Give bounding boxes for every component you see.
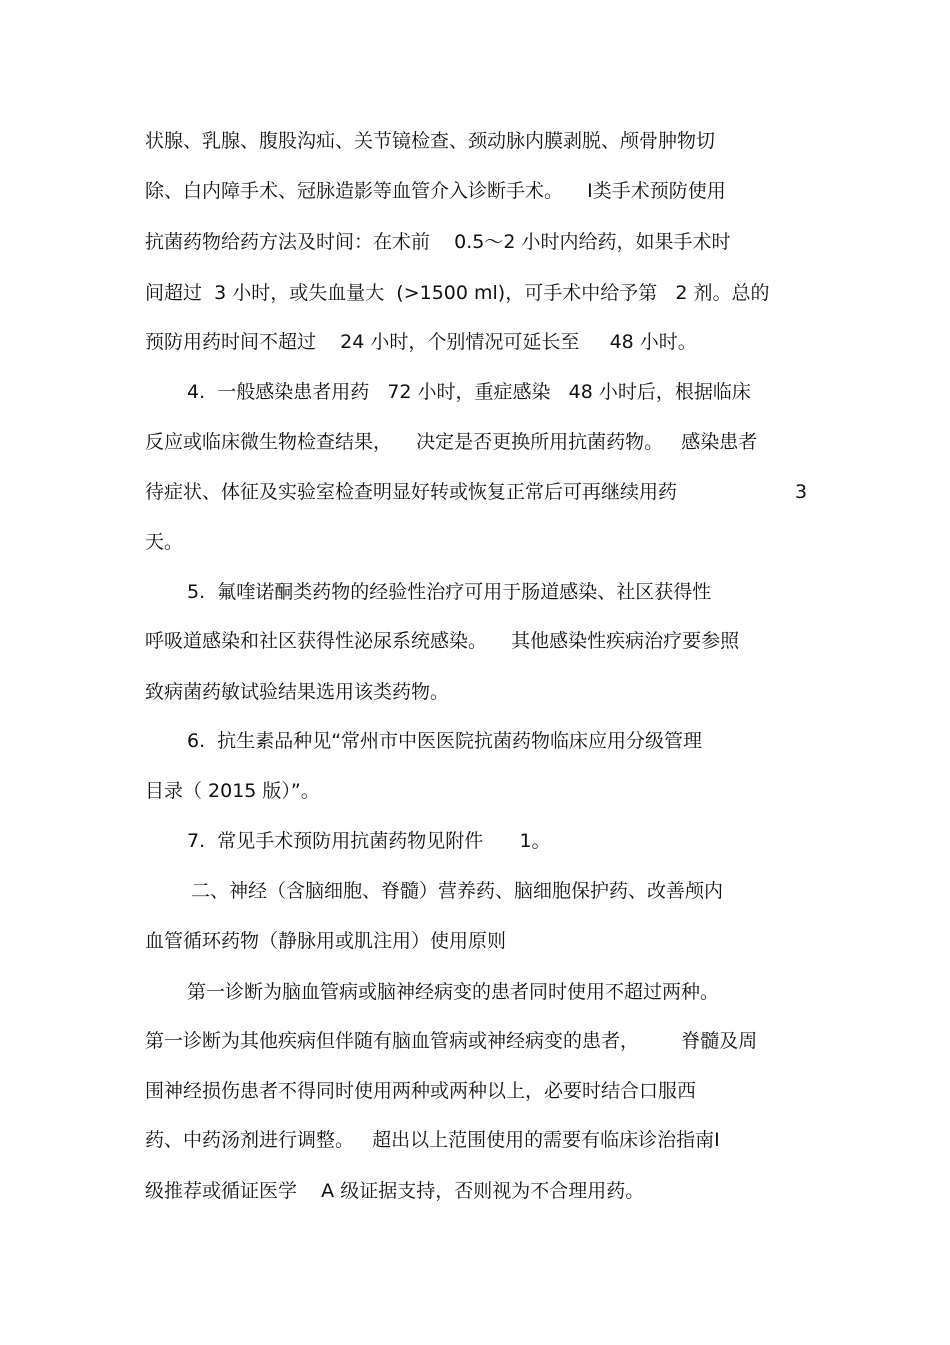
text-line: 第一诊断为其他疾病但伴随有脑血管病或神经病变的患者， 脊髓及周	[145, 1030, 758, 1052]
text-line: 4. 一般感染患者用药 72 小时，重症感染 48 小时后，根据临床	[187, 381, 751, 403]
section-heading: 二、神经（含脑细胞、脊髓）营养药、脑细胞保护药、改善颅内	[191, 880, 724, 902]
section-heading: 血管循环药物（静脉用或肌注用）使用原则	[145, 930, 507, 952]
text-line: 第一诊断为脑血管病或脑神经病变的患者同时使用不超过两种。	[187, 981, 720, 1003]
text-line: 呼吸道感染和社区获得性泌尿系统感染。 其他感染性疾病治疗要参照	[145, 630, 740, 652]
text-line: 致病菌药敏试验结果选用该类药物。	[145, 681, 450, 703]
text-line: 围神经损伤患者不得同时使用两种或两种以上，必要时结合口服西	[145, 1080, 697, 1102]
text-line: 3	[795, 481, 808, 503]
text-line: 预防用药时间不超过 24 小时，个别情况可延长至 48 小时。	[145, 331, 697, 353]
text-line: 级推荐或循证医学 A 级证据支持，否则视为不合理用药。	[145, 1180, 645, 1202]
text-line: 抗菌药物给药方法及时间：在术前 0.5～2 小时内给药，如果手术时	[145, 231, 731, 253]
text-line: 待症状、体征及实验室检查明显好转或恢复正常后可再继续用药	[145, 481, 678, 503]
text-line: 状腺、乳腺、腹股沟疝、关节镜检查、颈动脉内膜剥脱、颅骨肿物切	[145, 130, 716, 152]
text-line: 除、白内障手术、冠脉造影等血管介入诊断手术。 Ⅰ类手术预防使用	[145, 180, 726, 202]
text-line: 7. 常见手术预防用抗菌药物见附件 1。	[187, 830, 551, 852]
text-line: 5. 氟喹诺酮类药物的经验性治疗可用于肠道感染、社区获得性	[187, 581, 712, 603]
text-line: 药、中药汤剂进行调整。 超出以上范围使用的需要有临床诊治指南Ⅰ	[145, 1129, 720, 1151]
text-line: 反应或临床微生物检查结果， 决定是否更换所用抗菌药物。 感染患者	[145, 431, 758, 453]
text-line: 6. 抗生素品种见“常州市中医医院抗菌药物临床应用分级管理	[187, 730, 703, 752]
text-line: 间超过 3 小时，或失血量大 (>1500 ml)，可手术中给予第 2 剂。总的	[145, 282, 770, 304]
text-line: 天。	[145, 531, 184, 553]
text-line: 目录（ 2015 版）”。	[145, 780, 320, 802]
